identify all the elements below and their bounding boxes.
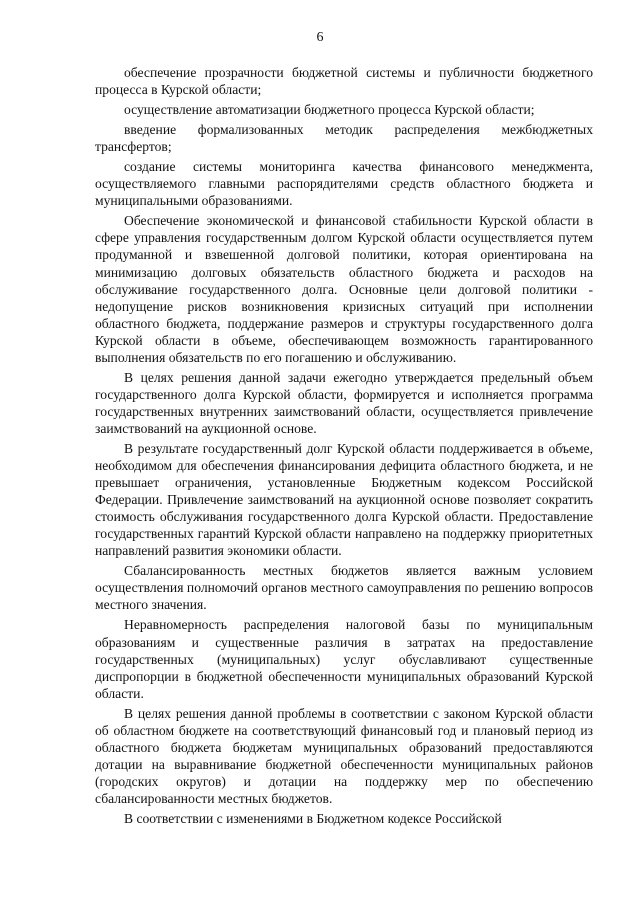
page-number: 6	[316, 30, 324, 45]
paragraph-budget-code: В соответствии с изменениями в Бюджетном кодексе Российской	[124, 810, 502, 826]
paragraph-monitoring: создание системы мониторинга качества финансового менеджмента, осуществляемого главными распорядителями средств областного бюджета и муниципальными образованиями.	[95, 159, 593, 209]
paragraph-transfer-methods: введение формализованных методик распределения межбюджетных трансфертов;	[95, 122, 593, 155]
body-text	[95, 64, 593, 830]
paragraph-local-balance: Сбалансированность местных бюджетов является важным условием осуществления полномочий органов местного самоуправления по решению вопросов местного значения.	[95, 563, 593, 613]
paragraph-debt-limit: В целях решения данной задачи ежегодно утверждается предельный объем государственного долга Курской области, формируется и исполняется программа государственных внутренних заимствований области, осуществляется привлечение заимствований на аукционной основе.	[95, 369, 593, 436]
paragraph-debt-result: В результате государственный долг Курской области поддерживается в объеме, необходимом для обеспечения финансирования дефицита областного бюджета, и не превышает ограничения, установленные Бюджетным кодексом Российской Федерации. Привлечение заимствований на аукционной основе позволяет сократить стоимость обслуживания государственного долга Курской области. Предоставление государственных гарантий Курской области направлено на поддержку приоритетных направлений развития экономики области.	[95, 440, 593, 559]
paragraph-debt-policy: Обеспечение экономической и финансовой стабильности Курской области в сфере управления государственным долгом Курской области осуществляется путем продуманной и взвешенной долговой политики, которая ориентирована на минимизацию долговых обязательств областного бюджета и расходов на обслуживание государственного долга. Основные цели долговой политики - недопущение рисков возникновения кризисных ситуаций при исполнении областного бюджета, поддержание размеров и структуры государственного долга Курской области в объеме, обеспечивающем возможность гарантированного выполнения обязательств по его погашению и обслуживанию.	[95, 213, 593, 365]
paragraph-subsidies: В целях решения данной проблемы в соответствии с законом Курской области об областном бюджете на соответствующий финансовый год и плановый период из областного бюджета бюджетам муниципальных образований предоставляются дотации на выравнивание бюджетной обеспеченности муниципальных районов (городских округов) и дотации на поддержку мер по обеспечению сбалансированности местных бюджетов.	[95, 705, 593, 806]
paragraph-automation: осуществление автоматизации бюджетного процесса Курской области;	[124, 102, 535, 118]
paragraph-transparency: обеспечение прозрачности бюджетной системы и публичности бюджетного процесса в Курской области;	[95, 65, 593, 98]
paragraph-tax-base: Неравномерность распределения налоговой базы по муниципальным образованиям и существенные различия в затратах на предоставление государственных (муниципальных) услуг обуславливают существенные диспропорции в бюджетной обеспеченности муниципальных образований Курской области.	[95, 617, 593, 701]
